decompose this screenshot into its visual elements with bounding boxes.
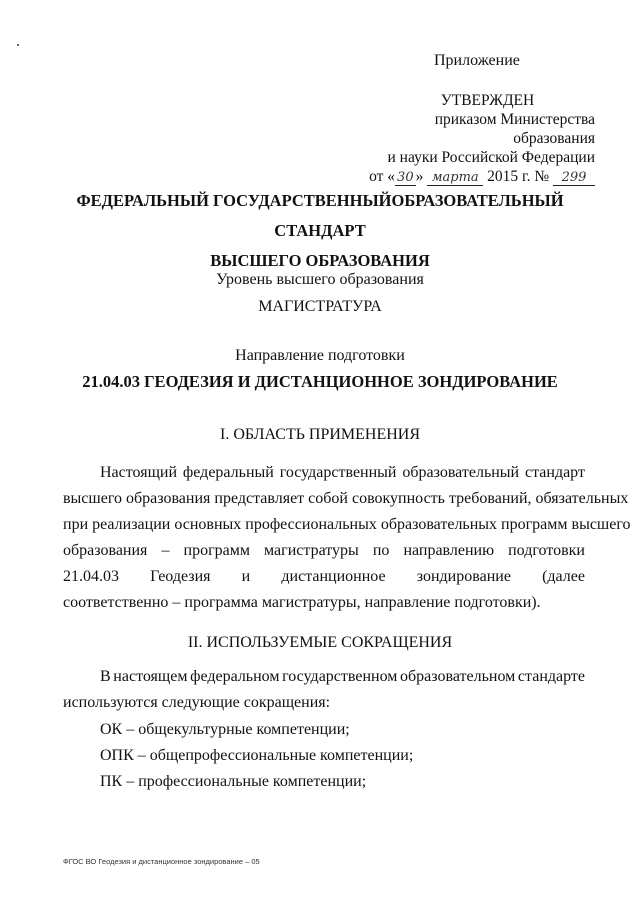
line-text: соответственно – программа магистратуры, направление подготовки). <box>63 594 541 611</box>
page-footer: ФГОС ВО Геодезия и дистанционное зондирование – 05 <box>63 857 260 866</box>
section-1-heading: I. ОБЛАСТЬ ПРИМЕНЕНИЯ <box>219 426 421 443</box>
word: – <box>161 542 170 559</box>
date-day: 30 <box>397 170 414 185</box>
word: и <box>241 568 251 585</box>
word: стандарте <box>517 668 585 685</box>
order-number: 299 <box>553 170 595 186</box>
scan-speck <box>17 44 19 46</box>
word: стандарт <box>524 464 585 481</box>
paragraph-line <box>63 534 585 560</box>
word: образования <box>63 542 148 559</box>
paragraph-line <box>63 560 585 586</box>
paragraph-line <box>63 456 585 482</box>
section-2-intro <box>63 660 585 712</box>
level-label: Уровень высшего образования <box>216 271 424 288</box>
word: программ <box>183 542 250 559</box>
word: образовательном <box>400 668 516 685</box>
word: магистратуры <box>264 542 359 559</box>
direction-label: Направление подготовки <box>235 347 405 364</box>
word: подготовки <box>508 542 585 559</box>
section-1-paragraph <box>63 456 631 612</box>
section-2-heading: II. ИСПОЛЬЗУЕМЫЕ СОКРАЩЕНИЯ <box>187 634 453 651</box>
word: государственный <box>279 464 397 481</box>
date-month: марта <box>427 170 483 186</box>
date-prefix: от « <box>369 168 396 185</box>
line-text: высшего образования представляет собой совокупность требований, обязательных <box>63 490 629 507</box>
word: Настоящий <box>100 464 178 481</box>
word: по <box>372 542 390 559</box>
word: зондирование <box>416 568 511 585</box>
list-item: ОК – общекультурные компетенции; <box>100 721 350 738</box>
word: направлению <box>403 542 495 559</box>
word: В <box>100 668 111 685</box>
line-text: используются следующие сокращения: <box>63 694 331 711</box>
date-year: 2015 г. № <box>487 168 550 185</box>
word: федеральный <box>182 464 274 481</box>
word: (далее <box>542 568 585 585</box>
order-line-1: приказом Министерства образования <box>434 111 595 147</box>
level-value: МАГИСТРАТУРА <box>258 298 382 315</box>
word: государственном <box>282 668 398 685</box>
paragraph-line <box>63 686 585 712</box>
paragraph-line <box>63 586 585 612</box>
appendix-label: Приложение <box>434 52 520 69</box>
date-mid: » <box>415 168 424 185</box>
approved-label: УТВЕРЖДЕН <box>440 92 535 109</box>
title-line-1: ФЕДЕРАЛЬНЫЙ ГОСУДАРСТВЕННЫЙОБРАЗОВАТЕЛЬНЫЙ СТАНДАРТ <box>76 191 564 240</box>
word: дистанционное <box>281 568 386 585</box>
word: федеральном <box>190 668 280 685</box>
list-item: ПК – профессиональные компетенции; <box>100 773 367 790</box>
document-title <box>40 186 600 276</box>
word: 21.04.03 <box>63 568 119 585</box>
approval-block <box>350 91 595 186</box>
order-line-2: и науки Российской Федерации <box>387 149 595 166</box>
word: Геодезия <box>150 568 211 585</box>
word: образовательный <box>402 464 520 481</box>
title-line-2: ВЫСШЕГО ОБРАЗОВАНИЯ <box>210 251 430 270</box>
word: настоящем <box>113 668 188 685</box>
line-text: при реализации основных профессиональных образовательных программ высшего <box>63 516 631 533</box>
order-date-line <box>350 167 595 186</box>
list-item: ОПК – общепрофессиональные компетенции; <box>100 747 414 764</box>
paragraph-line <box>63 482 629 508</box>
direction-value: 21.04.03 ГЕОДЕЗИЯ И ДИСТАНЦИОННОЕ ЗОНДИРОВАНИЕ <box>82 372 558 391</box>
paragraph-line <box>63 660 585 686</box>
paragraph-line <box>63 508 631 534</box>
